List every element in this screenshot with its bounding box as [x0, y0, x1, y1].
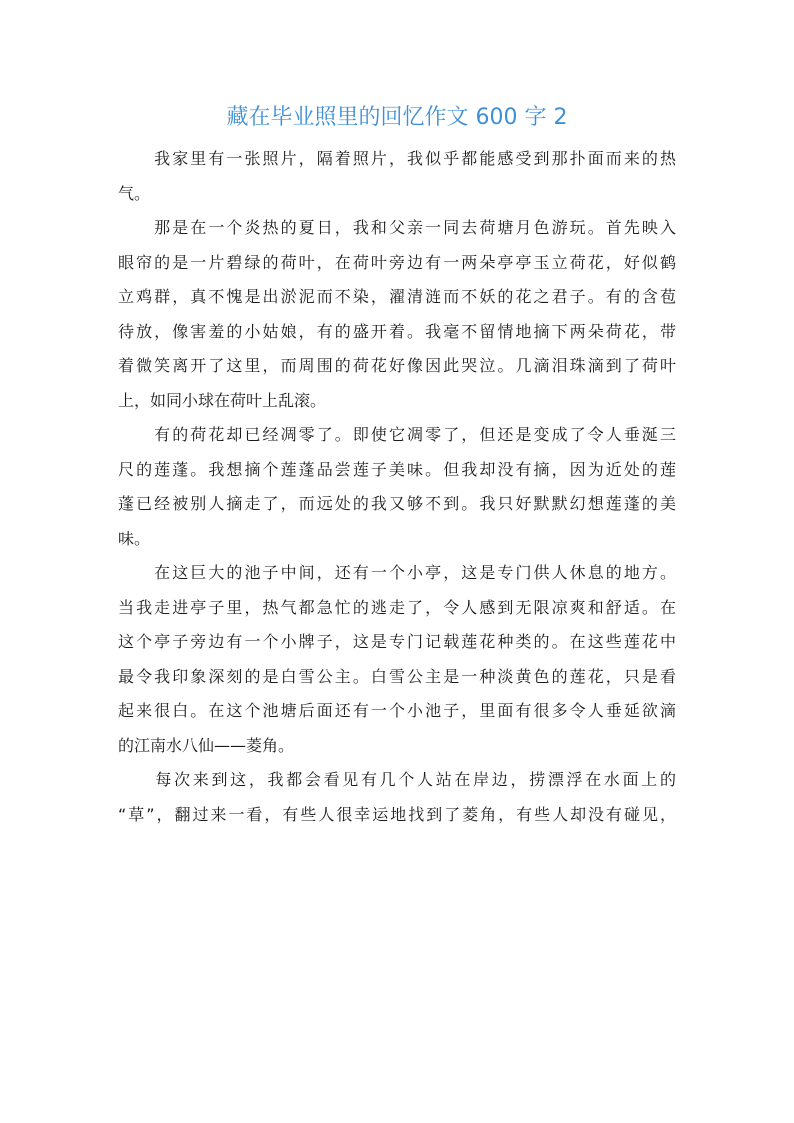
text-line: 起来很白。在这个池塘后面还有一个小池子，里面有很多令人垂延欲滴: [118, 701, 676, 720]
text-line: 待放，像害羞的小姑娘，有的盛开着。我毫不留情地摘下两朵荷花，带: [118, 321, 676, 341]
text-line: 最令我印象深刻的是白雪公主。白雪公主是一种淡黄色的莲花，只是看: [118, 666, 676, 686]
page-title: 藏在毕业照里的回忆作文 600 字 2: [226, 105, 568, 130]
text-line: 眼帘的是一片碧绿的荷叶，在荷叶旁边有一两朵亭亭玉立荷花，好似鹤: [118, 252, 676, 272]
text-line: 那是在一个炎热的夏日，我和父亲一同去荷塘月色游玩。首先映入: [118, 218, 676, 237]
text-line: 着微笑离开了这里，而周围的荷花好像因此哭泣。几滴泪珠滴到了荷叶: [118, 356, 676, 375]
text-line: “草”，翻过来一看，有些人很幸运地找到了菱角，有些人却没有碰见，: [118, 804, 676, 824]
text-line: 上，如同小球在荷叶上乱滚。: [118, 390, 327, 410]
text-line: 每次来到这，我都会看见有几个人站在岸边，捞漂浮在水面上的: [118, 770, 676, 789]
text-line: 味。: [118, 528, 151, 548]
text-line: 在这巨大的池子中间，还有一个小亭，这是专门供人休息的地方。: [118, 563, 676, 582]
text-line: 我家里有一张照片，隔着照片，我似乎都能感受到那扑面而来的热: [118, 149, 676, 168]
text-line: 气。: [118, 183, 151, 203]
text-line: 立鸡群，真不愧是出淤泥而不染，濯清涟而不妖的花之君子。有的含苞: [118, 287, 676, 306]
essay-body: [118, 142, 676, 832]
text-line: 的江南水八仙——菱角。: [118, 735, 295, 755]
text-line: 尺的莲蓬。我想摘个莲蓬品尝莲子美味。但我却没有摘，因为近处的莲: [118, 459, 676, 479]
text-line: 这个亭子旁边有一个小牌子，这是专门记载莲花种类的。在这些莲花中: [118, 632, 676, 651]
text-line: 蓬已经被别人摘走了，而远处的我又够不到。我只好默默幻想莲蓬的美: [118, 494, 676, 513]
text-line: 当我走进亭子里，热气都急忙的逃走了，令人感到无限凉爽和舒适。在: [118, 597, 676, 617]
text-line: 有的荷花却已经凋零了。即使它凋零了，但还是变成了令人垂涎三: [118, 425, 676, 444]
